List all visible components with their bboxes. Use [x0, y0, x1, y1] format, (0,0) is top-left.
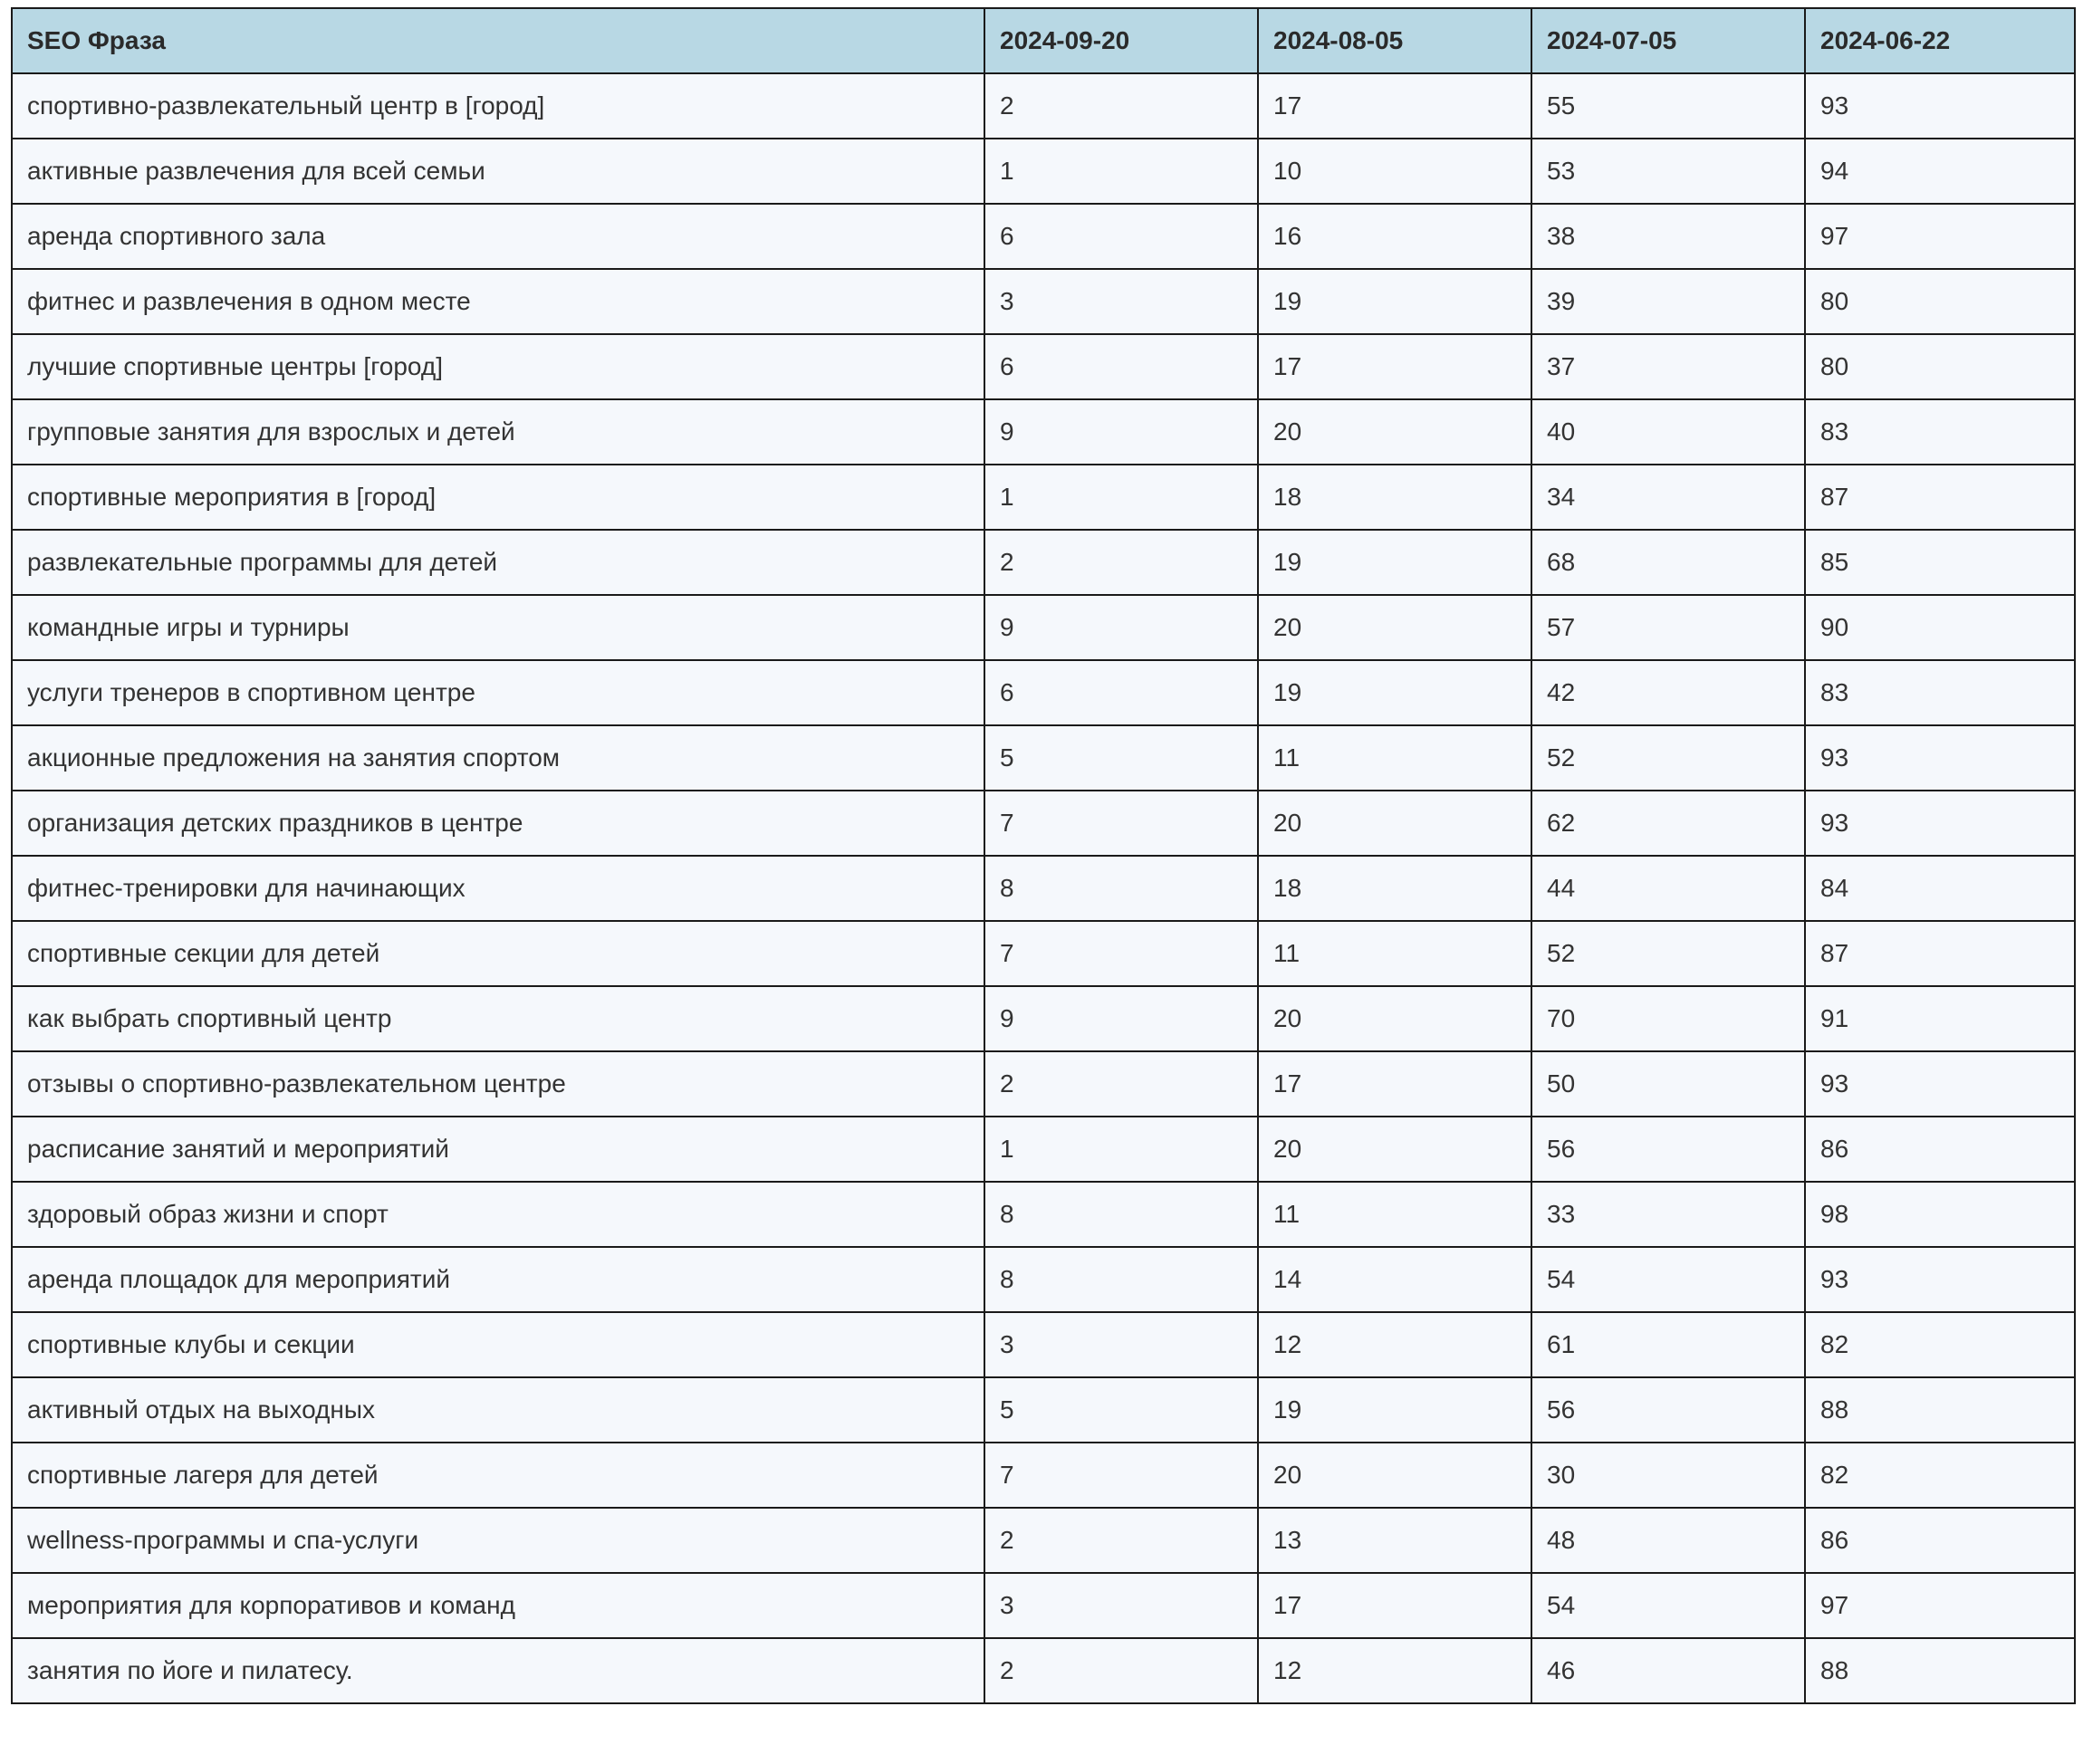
cell-position: 37 — [1531, 334, 1805, 399]
cell-position: 56 — [1531, 1377, 1805, 1443]
table-row — [12, 530, 2075, 595]
cell-position: 19 — [1258, 1377, 1531, 1443]
cell-position: 12 — [1258, 1312, 1531, 1377]
cell-seo-phrase: мероприятия для корпоративов и команд — [12, 1573, 984, 1638]
cell-seo-phrase: спортивные клубы и секции — [12, 1312, 984, 1377]
table-row — [12, 334, 2075, 399]
cell-position: 93 — [1805, 1247, 2075, 1312]
cell-seo-phrase: активные развлечения для всей семьи — [12, 139, 984, 204]
cell-position: 1 — [984, 1117, 1258, 1182]
cell-seo-phrase: расписание занятий и мероприятий — [12, 1117, 984, 1182]
cell-position: 88 — [1805, 1638, 2075, 1703]
cell-position: 42 — [1531, 660, 1805, 725]
cell-position: 46 — [1531, 1638, 1805, 1703]
table-row — [12, 1117, 2075, 1182]
table-row — [12, 725, 2075, 791]
cell-position: 93 — [1805, 73, 2075, 139]
cell-position: 8 — [984, 1182, 1258, 1247]
cell-position: 18 — [1258, 856, 1531, 921]
cell-position: 16 — [1258, 204, 1531, 269]
cell-seo-phrase: спортивные секции для детей — [12, 921, 984, 986]
cell-position: 17 — [1258, 1573, 1531, 1638]
cell-position: 9 — [984, 986, 1258, 1051]
cell-position: 19 — [1258, 660, 1531, 725]
cell-position: 39 — [1531, 269, 1805, 334]
cell-seo-phrase: командные игры и турниры — [12, 595, 984, 660]
cell-position: 12 — [1258, 1638, 1531, 1703]
cell-seo-phrase: спортивные лагеря для детей — [12, 1443, 984, 1508]
cell-position: 87 — [1805, 465, 2075, 530]
table-row — [12, 269, 2075, 334]
cell-seo-phrase: отзывы о спортивно-развлекательном центре — [12, 1051, 984, 1117]
cell-position: 55 — [1531, 73, 1805, 139]
cell-seo-phrase: развлекательные программы для детей — [12, 530, 984, 595]
cell-position: 44 — [1531, 856, 1805, 921]
cell-position: 2 — [984, 73, 1258, 139]
table-row — [12, 1312, 2075, 1377]
cell-position: 38 — [1531, 204, 1805, 269]
cell-position: 20 — [1258, 1117, 1531, 1182]
cell-position: 20 — [1258, 595, 1531, 660]
cell-position: 20 — [1258, 791, 1531, 856]
cell-position: 20 — [1258, 399, 1531, 465]
cell-position: 86 — [1805, 1508, 2075, 1573]
cell-position: 90 — [1805, 595, 2075, 660]
cell-position: 17 — [1258, 334, 1531, 399]
cell-seo-phrase: активный отдых на выходных — [12, 1377, 984, 1443]
cell-seo-phrase: аренда спортивного зала — [12, 204, 984, 269]
cell-position: 10 — [1258, 139, 1531, 204]
column-header-date: 2024-08-05 — [1258, 8, 1531, 73]
cell-position: 6 — [984, 660, 1258, 725]
cell-position: 13 — [1258, 1508, 1531, 1573]
cell-position: 6 — [984, 204, 1258, 269]
cell-position: 70 — [1531, 986, 1805, 1051]
cell-seo-phrase: спортивно-развлекательный центр в [город] — [12, 73, 984, 139]
table-row — [12, 921, 2075, 986]
table-row — [12, 1508, 2075, 1573]
cell-position: 2 — [984, 530, 1258, 595]
cell-position: 2 — [984, 1508, 1258, 1573]
cell-position: 14 — [1258, 1247, 1531, 1312]
cell-position: 3 — [984, 1312, 1258, 1377]
cell-position: 7 — [984, 921, 1258, 986]
cell-position: 3 — [984, 269, 1258, 334]
column-header-phrase: SEO Фраза — [12, 8, 984, 73]
cell-position: 2 — [984, 1051, 1258, 1117]
cell-position: 62 — [1531, 791, 1805, 856]
cell-position: 84 — [1805, 856, 2075, 921]
cell-position: 9 — [984, 399, 1258, 465]
cell-position: 9 — [984, 595, 1258, 660]
cell-position: 48 — [1531, 1508, 1805, 1573]
cell-position: 18 — [1258, 465, 1531, 530]
column-header-date: 2024-09-20 — [984, 8, 1258, 73]
cell-seo-phrase: занятия по йоге и пилатесу. — [12, 1638, 984, 1703]
cell-position: 98 — [1805, 1182, 2075, 1247]
cell-position: 68 — [1531, 530, 1805, 595]
cell-position: 52 — [1531, 725, 1805, 791]
cell-seo-phrase: wellness-программы и спа-услуги — [12, 1508, 984, 1573]
cell-position: 56 — [1531, 1117, 1805, 1182]
cell-seo-phrase: организация детских праздников в центре — [12, 791, 984, 856]
cell-seo-phrase: услуги тренеров в спортивном центре — [12, 660, 984, 725]
cell-position: 19 — [1258, 269, 1531, 334]
table-body — [12, 73, 2075, 1703]
cell-position: 17 — [1258, 1051, 1531, 1117]
cell-position: 30 — [1531, 1443, 1805, 1508]
cell-position: 97 — [1805, 204, 2075, 269]
cell-position: 80 — [1805, 269, 2075, 334]
cell-position: 40 — [1531, 399, 1805, 465]
table-row — [12, 1638, 2075, 1703]
table-row — [12, 1573, 2075, 1638]
table-row — [12, 1443, 2075, 1508]
cell-position: 8 — [984, 1247, 1258, 1312]
cell-position: 54 — [1531, 1247, 1805, 1312]
cell-seo-phrase: аренда площадок для мероприятий — [12, 1247, 984, 1312]
cell-position: 34 — [1531, 465, 1805, 530]
cell-position: 19 — [1258, 530, 1531, 595]
cell-position: 5 — [984, 1377, 1258, 1443]
seo-table-container — [11, 7, 2074, 1704]
cell-position: 1 — [984, 139, 1258, 204]
table-row — [12, 465, 2075, 530]
cell-position: 11 — [1258, 725, 1531, 791]
cell-seo-phrase: фитнес и развлечения в одном месте — [12, 269, 984, 334]
cell-position: 57 — [1531, 595, 1805, 660]
table-row — [12, 986, 2075, 1051]
cell-seo-phrase: групповые занятия для взрослых и детей — [12, 399, 984, 465]
cell-position: 33 — [1531, 1182, 1805, 1247]
cell-seo-phrase: здоровый образ жизни и спорт — [12, 1182, 984, 1247]
cell-position: 52 — [1531, 921, 1805, 986]
cell-seo-phrase: спортивные мероприятия в [город] — [12, 465, 984, 530]
cell-position: 93 — [1805, 725, 2075, 791]
cell-seo-phrase: акционные предложения на занятия спортом — [12, 725, 984, 791]
header-row — [12, 8, 2075, 73]
column-header-date: 2024-07-05 — [1531, 8, 1805, 73]
cell-seo-phrase: фитнес-тренировки для начинающих — [12, 856, 984, 921]
cell-seo-phrase: лучшие спортивные центры [город] — [12, 334, 984, 399]
cell-position: 61 — [1531, 1312, 1805, 1377]
cell-position: 11 — [1258, 1182, 1531, 1247]
cell-position: 8 — [984, 856, 1258, 921]
cell-position: 93 — [1805, 791, 2075, 856]
cell-position: 17 — [1258, 73, 1531, 139]
table-row — [12, 399, 2075, 465]
cell-position: 83 — [1805, 399, 2075, 465]
cell-position: 20 — [1258, 1443, 1531, 1508]
cell-position: 7 — [984, 1443, 1258, 1508]
table-row — [12, 73, 2075, 139]
cell-position: 85 — [1805, 530, 2075, 595]
cell-position: 87 — [1805, 921, 2075, 986]
cell-position: 91 — [1805, 986, 2075, 1051]
cell-position: 82 — [1805, 1312, 2075, 1377]
cell-position: 11 — [1258, 921, 1531, 986]
table-row — [12, 660, 2075, 725]
seo-rankings-table — [11, 7, 2076, 1704]
table-row — [12, 791, 2075, 856]
cell-position: 80 — [1805, 334, 2075, 399]
cell-position: 86 — [1805, 1117, 2075, 1182]
cell-position: 2 — [984, 1638, 1258, 1703]
table-row — [12, 204, 2075, 269]
table-row — [12, 856, 2075, 921]
cell-position: 7 — [984, 791, 1258, 856]
column-header-date: 2024-06-22 — [1805, 8, 2075, 73]
table-row — [12, 595, 2075, 660]
cell-position: 88 — [1805, 1377, 2075, 1443]
table-row — [12, 1051, 2075, 1117]
table-row — [12, 1182, 2075, 1247]
table-row — [12, 1377, 2075, 1443]
cell-position: 5 — [984, 725, 1258, 791]
cell-position: 83 — [1805, 660, 2075, 725]
cell-position: 97 — [1805, 1573, 2075, 1638]
cell-position: 53 — [1531, 139, 1805, 204]
cell-position: 3 — [984, 1573, 1258, 1638]
cell-position: 94 — [1805, 139, 2075, 204]
cell-seo-phrase: как выбрать спортивный центр — [12, 986, 984, 1051]
cell-position: 1 — [984, 465, 1258, 530]
cell-position: 20 — [1258, 986, 1531, 1051]
cell-position: 93 — [1805, 1051, 2075, 1117]
cell-position: 82 — [1805, 1443, 2075, 1508]
cell-position: 6 — [984, 334, 1258, 399]
table-row — [12, 139, 2075, 204]
cell-position: 54 — [1531, 1573, 1805, 1638]
table-row — [12, 1247, 2075, 1312]
cell-position: 50 — [1531, 1051, 1805, 1117]
